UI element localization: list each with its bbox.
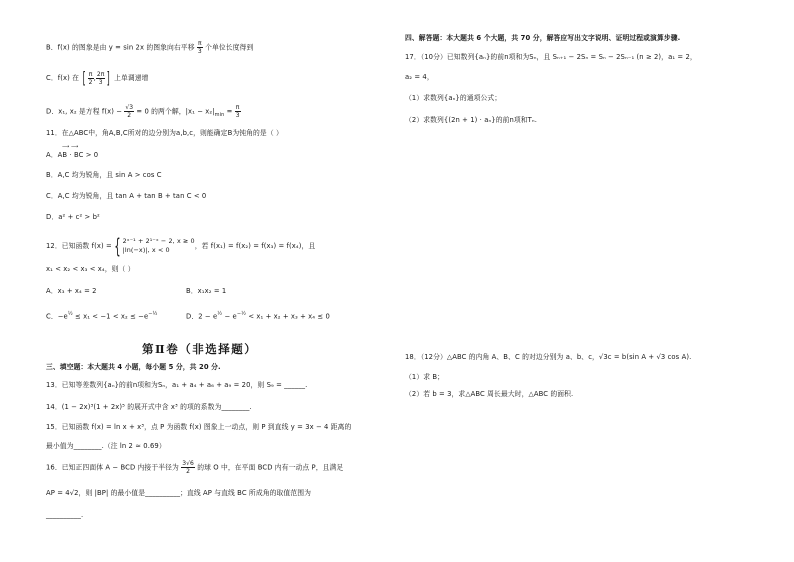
q10-option-d: D．x₁, x₂ 是方程 f(x) − $\frac{√3}{2}$ = 0 的两个解，$|x_1 - x_2|_{min}$ = $\frac{\pi}{3}$ bbox=[46, 104, 240, 119]
q16-line2: AP = 4√2，则 |BP| 的最小值是__________；直线 AP 与直线 BC 所成角的取值范围为 bbox=[46, 489, 312, 497]
q17-part1: （1）求数列{aₙ}的通项公式； bbox=[405, 94, 502, 102]
q16-line1: 16．已知正四面体 A − BCD 内接于半径为 $\frac{3√6}{2}$ 的球 O 中，在平面 BCD 内有一动点 P，且满足 bbox=[46, 460, 344, 475]
q15-line1: 15．已知函数 f(x) = ln x + x³，点 P 为函数 f(x) 图象上一动点，则 P 到直线 y = 3x − 4 距离的 bbox=[46, 423, 352, 431]
q11-option-b: B．A,C 均为锐角，且 sin A > cos C bbox=[46, 171, 162, 179]
q17-line1: 17．（10分）已知数列{aₙ}的前n项和为Sₙ，且 Sₙ₊₁ − 2Sₙ = Sₙ − 2Sₙ₋₁ (n ≥ 2)，a₁ = 2， bbox=[405, 53, 697, 61]
q11-stem: 11．在△ABC中，角A,B,C所对的边分别为a,b,c，则能确定B为钝角的是（ ） bbox=[46, 129, 283, 137]
q18-part2: （2）若 b = 3，求△ABC 周长最大时，△ABC 的面积. bbox=[405, 390, 574, 398]
q12-option-d: D．$2 - e^{\frac{1}{2}} - e^{-\frac{1}{2}} < x_1 + x_2 + x_3 + x_4 \le 0$ bbox=[186, 311, 330, 321]
q12-option-a: A．x₃ + x₄ = 2 bbox=[46, 287, 97, 295]
q12-stem-line2: x₁ < x₂ < x₃ < x₄，则（ ） bbox=[46, 265, 135, 273]
piecewise-cases: 2ˣ⁻¹ + 2¹⁻ˣ − 2, x ≥ 0 |ln(−x)|, x < 0 bbox=[122, 237, 195, 254]
section-4-heading: 四、解答题：本大题共 6 个大题，共 70 分，解答应写出文字说明、证明过程或演算步骤. bbox=[405, 34, 681, 42]
q17-line2: a₂ = 4， bbox=[405, 73, 434, 81]
part-ii-title: 第Ⅱ卷（非选择题） bbox=[142, 342, 258, 356]
q10-option-b: B．f(x) 的图象是由 y = sin 2x 的图象向右平移 $\frac{\pi}{3}$ 个单位长度得到 bbox=[46, 40, 254, 55]
q18-line1: 18．（12分）△ABC 的内角 A、B、C 的对边分别为 a、b、c，√3c = b(sin A + √3 cos A). bbox=[405, 353, 692, 361]
q15-line2: 最小值为________.（注 ln 2 ≈ 0.69） bbox=[46, 442, 166, 450]
q11-option-d: D．a² + c² > b² bbox=[46, 213, 100, 221]
q16-line3: __________. bbox=[46, 511, 84, 519]
q18-part1: （1）求 B； bbox=[405, 373, 445, 381]
q11-option-c: C．A,C 均为锐角，且 tan A + tan B + tan C < 0 bbox=[46, 192, 207, 200]
piecewise-brace: { bbox=[113, 234, 121, 258]
q14: 14．(1 − 2x)³(1 + 2x)⁵ 的展开式中含 x³ 的项的系数为________. bbox=[46, 403, 252, 411]
fraction: $\frac{\pi}{3}$ bbox=[197, 40, 202, 55]
q12-option-c: C．$-e^{\frac{1}{2}} \le x_1 < -1 < x_2 \le -e^{-\frac{1}{2}}$ bbox=[46, 311, 158, 321]
vector-arrows: ⟶ ⟶ bbox=[62, 144, 79, 150]
q13: 13．已知等差数列{aₙ}的前n项和为Sₙ，a₁ + a₄ + a₆ + a₉ = 20，则 S₉ = ______. bbox=[46, 381, 308, 389]
q17-part2: （2）求数列{(2n + 1) · aₙ}的前n项和Tₙ. bbox=[405, 116, 538, 124]
section-3-heading: 三、填空题：本大题共 4 小题，每小题 5 分，共 20 分. bbox=[46, 363, 221, 371]
q12-stem: 12．已知函数 f(x) = { 2ˣ⁻¹ + 2¹⁻ˣ − 2, x ≥ 0 |ln(−x)|, x < 0 ，若 f(x₁) = f(x₂) = f(x₃) = f(x₄)，且 bbox=[46, 234, 316, 258]
q10-option-c: C．f(x) 在 [ $\frac{\pi}{2}$ , $\frac{2\pi}{3}$ ] 上单调递增 bbox=[46, 68, 149, 87]
q11-option-a: A．AB · BC > 0 bbox=[46, 151, 99, 159]
q12-option-b: B．x₁x₂ = 1 bbox=[186, 287, 227, 295]
